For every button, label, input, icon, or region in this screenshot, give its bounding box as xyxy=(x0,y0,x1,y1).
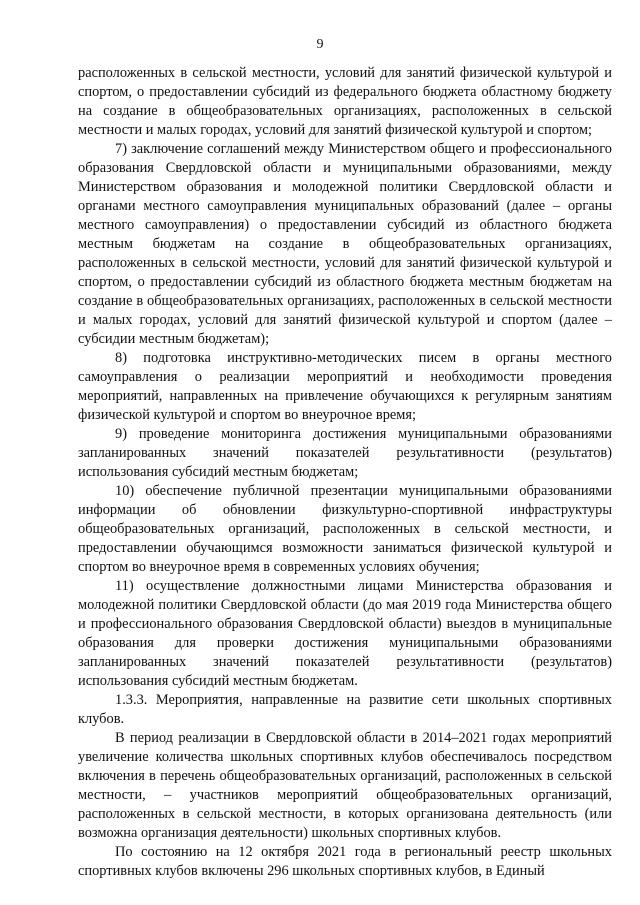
paragraph: расположенных в сельской местности, условий для занятий физической культурой и спортом, о предоставлении субсидий из федерального бюджета областному бюджету на создание в общеобразовательных организациях, расположенных в сельской местности и малых городах, условий для занятий физической культурой и спортом; xyxy=(78,65,612,138)
paragraph: 11) осуществление должностными лицами Министерства образования и молодежной политики Свердловской области (до мая 2019 года Министерства общего и профессионального образования Свердловской области) выездов в муниципальные образования для проверки достижения муниципальными образованиями запланированных значений показателей результативности (результатов) использования субсидий местным бюджетам. xyxy=(78,578,612,689)
paragraph: По состоянию на 12 октября 2021 года в региональный реестр школьных спортивных клубов включены 296 школьных спортивных клубов, в Единый xyxy=(78,844,612,879)
paragraph: 1.3.3. Мероприятия, направленные на развитие сети школьных спортивных клубов. xyxy=(78,692,612,727)
paragraph: 8) подготовка инструктивно-методических писем в органы местного самоуправления о реализации мероприятий и необходимости проведения мероприятий, направленных на привлечение обучающихся к регулярным занятиям физической культурой и спортом во внеурочное время; xyxy=(78,350,612,423)
paragraph: 9) проведение мониторинга достижения муниципальными образованиями запланированных значений показателей результативности (результатов) использования субсидий местным бюджетам; xyxy=(78,426,612,480)
paragraph: В период реализации в Свердловской области в 2014–2021 годах мероприятий увеличение количества школьных спортивных клубов обеспечивалось посредством включения в перечень общеобразовательных организаций, расположенных в сельской местности, – участников мероприятий общеобразовательных организаций, расположенных в сельской местности, в которых организована деятельность (или возможна организация деятельности) школьных спортивных клубов. xyxy=(78,730,612,841)
paragraph: 7) заключение соглашений между Министерством общего и профессионального образования Свердловской области и муниципальными образованиями, между Министерством образования и молодежной политики Свердловской области и органами местного самоуправления муниципальных образований (далее – органы местного самоуправления) о предоставлении субсидий из областного бюджета местным бюджетам на создание в общеобразовательных организациях, расположенных в сельской местности, условий для занятий физической культурой и спортом, о предоставлении субсидий из областного бюджета местным бюджетам на создание в общеобразовательных организациях, расположенных в сельской местности и малых городах, условий для занятий физической культурой и спортом (далее – субсидии местным бюджетам); xyxy=(78,141,612,347)
paragraph: 10) обеспечение публичной презентации муниципальными образованиями информации об обновлении физкультурно-спортивной инфраструктуры общеобразовательных организаций, расположенных в сельской местности, и предоставлении обучающимся возможности заниматься физической культурой и спортом во внеурочное время в современных условиях обучения; xyxy=(78,483,612,575)
page-number: 9 xyxy=(316,37,324,52)
document-body xyxy=(78,64,612,881)
